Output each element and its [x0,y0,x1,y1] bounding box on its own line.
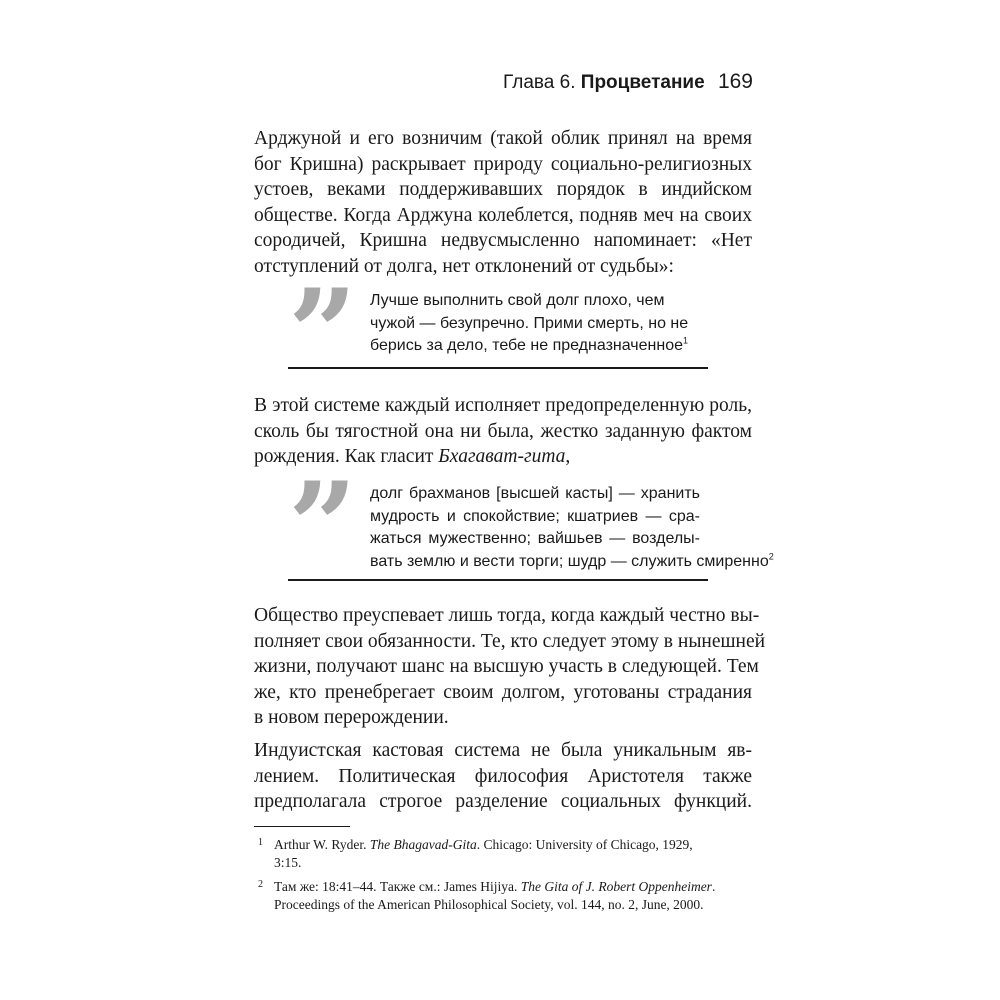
chapter-title: Процветание [580,72,705,93]
text-line: сородичей, Кришна недвусмысленно напоминает: «Нет [254,230,752,252]
text-line: отступлений от долга, нет отклонений от судьбы»: [254,255,674,277]
text-line: полняет свои обязанности. Те, кто следует этому в нынешней [254,630,766,652]
text-line: в новом перерождении. [254,707,449,729]
running-head [460,70,753,95]
text-line: обществе. Когда Арджуна колеблется, подняв меч на своих [254,204,752,226]
footnote-segment: Там же: 18:41–44. Также см.: James Hijiya. [274,879,521,894]
page-number: 169 [717,70,753,93]
quote-line: долг брахманов [высшей касты] — хранить [370,485,700,502]
text-line: Индуистская кастовая система не была уникальным яв- [254,740,752,761]
text-segment: рождения. Как гласит [254,446,439,468]
footnote-segment: . [711,879,716,894]
footnote-segment: Arthur W. Ryder. [274,837,370,852]
text-line: сколь бы тягостной она ни была, жестко заданную фактом [254,420,752,442]
text-line: Арджуной и его возничим (такой облик принял на время [254,128,752,149]
footnote-number: 2 [258,879,263,890]
quote-line [370,335,700,358]
quote-rule [288,579,708,581]
footnote-title: The Gita of J. Robert Oppenheimer [520,879,712,894]
footnote-line [274,878,754,896]
quote-line [370,551,774,574]
paragraph-4 [254,738,752,815]
quote-text [370,290,700,358]
footnote-segment: . Chicago: University of Chicago, 1929, [476,837,693,852]
footnote-line: 3:15. [274,855,302,870]
footnote-rule [254,826,350,827]
paragraph-1 [254,126,752,280]
paragraph-3 [254,603,766,731]
quote-line: мудрость и спокойствие; кшатриев — сра- [370,507,700,525]
quote-line: Лучше выполнить свой долг плохо, чем [370,292,665,309]
text-line: же, кто пренебрегает своим долгом, уготованы страдания [254,681,752,703]
quote-line: жаться мужественно; вайшьев — возделы- [370,530,700,547]
footnote-line [274,836,754,854]
quote-mark-icon: ” [288,263,358,404]
footnote-number: 1 [258,837,263,848]
footnote-1 [254,836,754,872]
text-line: Общество преуспевает лишь тогда, когда каждый честно вы- [254,605,760,626]
footnote-body [274,878,754,914]
quote-text [370,483,774,573]
quote-line-text: вать землю и вести торги; шудр — служить смиренно [370,552,769,570]
quote-line: чужой — безупречно. Прими смерть, но не [370,314,689,332]
text-segment: , [565,446,571,468]
text-line: бог Кришна) раскрывает природу социально-религиозных [254,153,752,175]
quote-mark-icon: ” [288,456,358,597]
text-line: В этой системе каждый исполняет предопределенную роль, [254,395,752,416]
footnote-title: The Bhagavad-Gita [369,837,477,852]
footnote-ref: 2 [768,551,774,562]
text-line: предполагала строгое разделение социальных функций. [254,791,752,813]
footnote-2 [254,878,754,914]
footnote-body [274,836,754,872]
footnote-line: Proceedings of the American Philosophical Society, vol. 144, no. 2, June, 2000. [274,897,704,912]
footnote-ref: 1 [682,335,688,346]
quote-rule [288,367,708,369]
chapter-label: Глава 6. [503,72,576,93]
text-line: устоев, веками поддерживавших порядок в индийском [254,179,752,201]
text-line: лением. Политическая философия Аристотеля также [254,765,752,787]
text-line: жизни, получают шанс на высшую участь в следующей. Тем [254,656,759,678]
quote-line-text: берись за дело, тебе не предназначенное [370,337,683,354]
book-title: Бхагават-гита [438,446,566,468]
